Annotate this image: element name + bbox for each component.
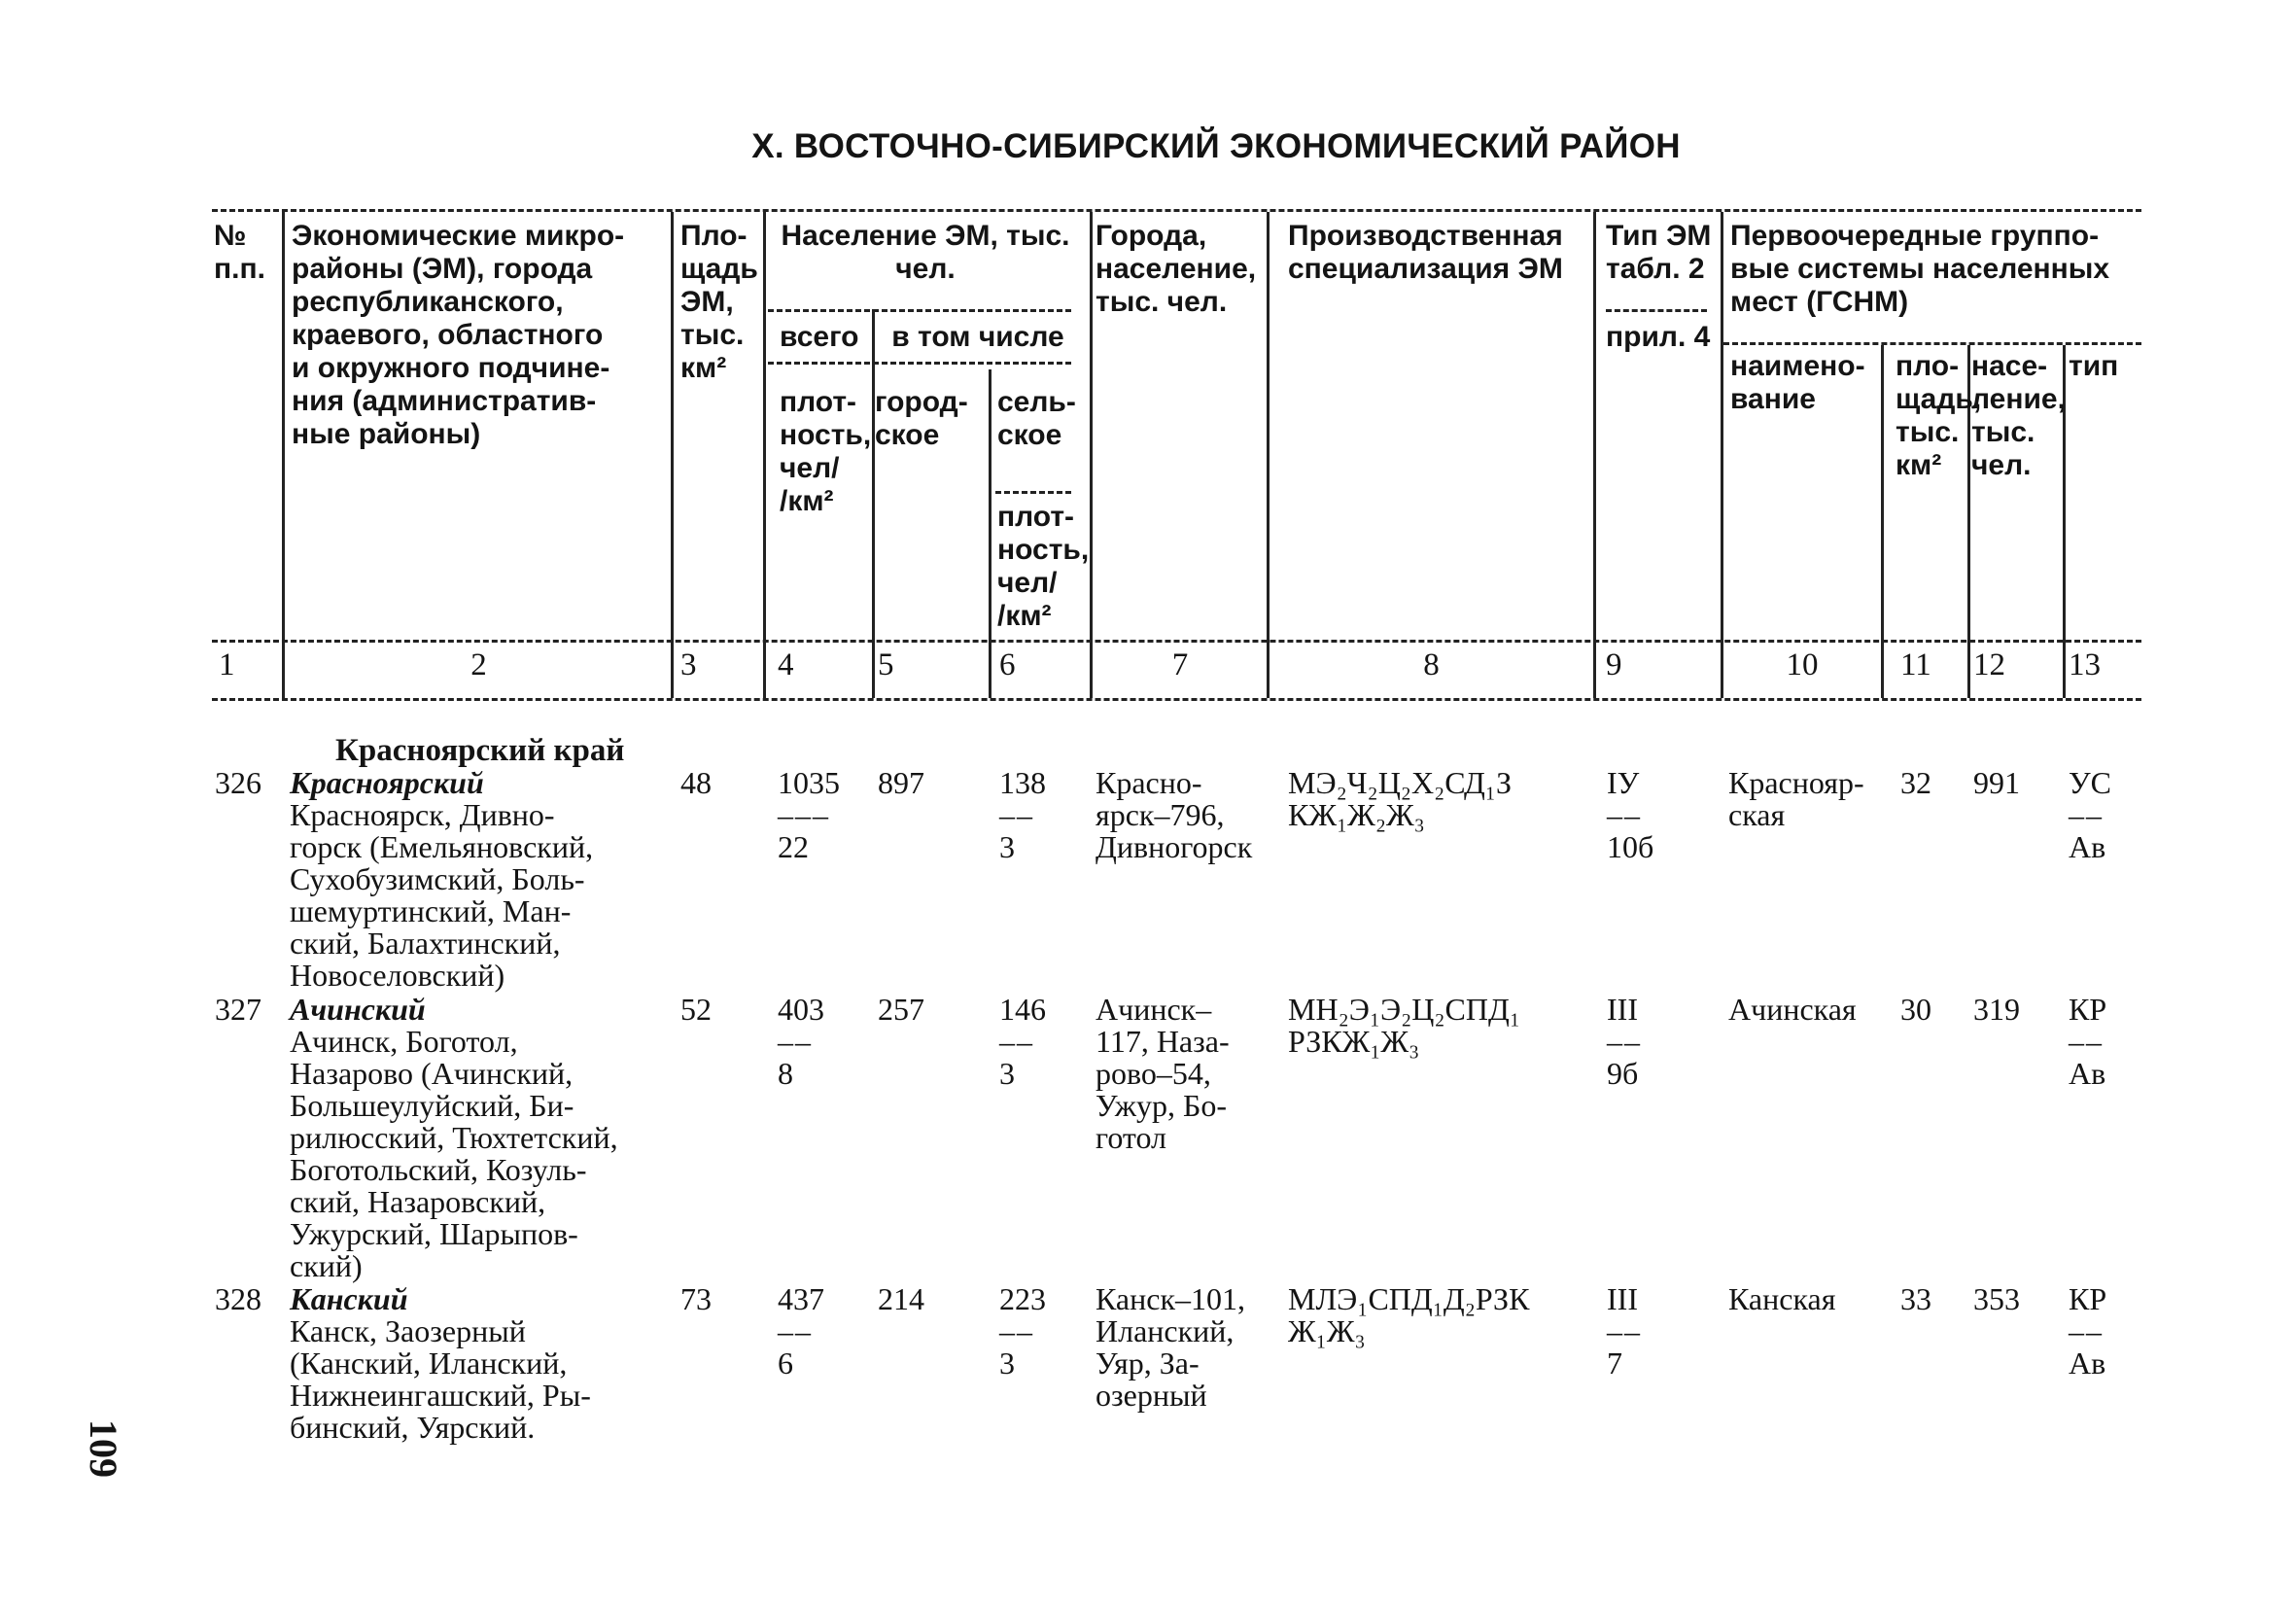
- row-326-total: [778, 767, 840, 863]
- incl-subgroup-rule: [768, 362, 1071, 365]
- row-328-gsnm-population: 353: [1973, 1281, 2020, 1316]
- column-numbers-rule: [212, 698, 2141, 701]
- fraction-rule: ––: [2069, 1313, 2104, 1348]
- row-328-type-sub-value: 7: [1607, 1346, 1622, 1381]
- row-327-rural-value: 146: [999, 992, 1046, 1027]
- fraction-rule: ––: [1607, 1313, 1642, 1348]
- colnum-4: 4: [778, 647, 794, 682]
- header-gsnm-type: тип: [2069, 350, 2119, 382]
- row-326-gsnm-type-sub-value: Ав: [2069, 829, 2106, 864]
- row-328-total: [778, 1283, 824, 1380]
- row-326-no: 326: [215, 765, 261, 800]
- row-328-urban: 214: [878, 1281, 924, 1316]
- col-sep-6: [1090, 212, 1093, 698]
- row-327-urban: 257: [878, 992, 924, 1027]
- row-326-gsnm-type-value: УС: [2069, 765, 2111, 800]
- header-gsnm-population: насе- ление, тыс. чел.: [1971, 350, 2066, 481]
- row-328-gsnm-type-value: КР: [2069, 1281, 2107, 1316]
- row-327-cities: Ачинск, Боготол, Назарово (Ачинский, Большеулуйский, Би- рилюсский, Тюхтетский, Боготольский, Козуль- ский, Назаровский, Ужурский, Шарыпов- ский): [290, 1024, 618, 1283]
- row-328-area: 73: [680, 1281, 712, 1316]
- row-328-em-name: Канский: [290, 1281, 408, 1316]
- col-sep-10: [1881, 345, 1884, 698]
- col-sep-8: [1593, 212, 1596, 698]
- header-incl: в том числе: [891, 321, 1064, 353]
- header-em-type: Тип ЭМ табл. 2: [1606, 220, 1712, 285]
- row-326-towns: Красно- ярск–796, Дивногорск: [1096, 765, 1253, 864]
- page-number: 109: [82, 1419, 125, 1478]
- page-title: X. ВОСТОЧНО-СИБИРСКИЙ ЭКОНОМИЧЕСКИЙ РАЙОН: [751, 127, 1681, 165]
- table-top-rule: [212, 209, 2141, 212]
- row-326-cities: Красноярск, Дивно- горск (Емельяновский, Сухобузимский, Боль- шемуртинский, Ман- ский, Балахтинский, Новоселовский): [290, 797, 594, 993]
- row-328-density-value: 6: [778, 1346, 793, 1381]
- colnum-13: 13: [2069, 647, 2101, 682]
- fraction-rule: ––: [2069, 1024, 2104, 1059]
- fraction-rule: ––: [999, 1313, 1034, 1348]
- row-327-gsnm-type: [2069, 994, 2106, 1090]
- header-towns: Города, население, тыс. чел.: [1096, 220, 1257, 318]
- row-326-type: [1607, 767, 1653, 863]
- row-326-em-name: Красноярский: [290, 765, 484, 800]
- row-327-total-value: 403: [778, 992, 824, 1027]
- row-327-no: 327: [215, 992, 261, 1027]
- header-total-density: плот- ность, чел/ /км²: [780, 386, 872, 517]
- row-326-gsnm-area: 32: [1900, 765, 1931, 800]
- header-em-name: Экономические микро- районы (ЭМ), города республиканского, краевого, областного и окружного подчине- ния (административ- ные районы): [292, 220, 625, 450]
- header-area: Пло- щадь ЭМ, тыс. км²: [680, 220, 758, 384]
- header-gsnm-area: пло- щадь, тыс. км²: [1896, 350, 1982, 481]
- row-328-towns: Канск–101, Иланский, Уяр, За- озерный: [1096, 1281, 1245, 1413]
- colnum-10: 10: [1786, 647, 1819, 682]
- row-327-density-value: 8: [778, 1056, 793, 1091]
- fraction-rule: ––: [2069, 797, 2104, 832]
- colnum-12: 12: [1973, 647, 2005, 682]
- region-heading: Красноярский край: [335, 733, 625, 768]
- col-sep-4: [872, 309, 875, 698]
- fraction-rule: ––: [1607, 797, 1642, 832]
- header-gsnm-group: Первоочередные группо- вые системы населенных мест (ГСНМ): [1730, 220, 2110, 318]
- row-327-gsnm-population: 319: [1973, 992, 2020, 1027]
- row-327-gsnm-name: Ачинская: [1728, 992, 1857, 1027]
- row-326-urban: 897: [878, 765, 924, 800]
- row-327-area: 52: [680, 992, 712, 1027]
- row-326-area: 48: [680, 765, 712, 800]
- header-total: всего: [780, 321, 859, 353]
- header-em-type-sub: прил. 4: [1606, 321, 1711, 353]
- row-327-gsnm-type-value: КР: [2069, 992, 2107, 1027]
- colnum-5: 5: [878, 647, 894, 682]
- header-urban: город- ское: [875, 386, 968, 451]
- row-327-em-name: Ачинский: [290, 992, 426, 1027]
- row-326-gsnm-type: [2069, 767, 2111, 863]
- row-328-total-value: 437: [778, 1281, 824, 1316]
- colnum-8: 8: [1423, 647, 1440, 682]
- fraction-rule: ––: [999, 797, 1034, 832]
- row-326-rural: [999, 767, 1046, 863]
- row-327-specialization: МН₂Э₁Э₂Ц₂СПД₁ РЗКЖ₁Ж₃: [1288, 992, 1520, 1059]
- row-327-rural-density-value: 3: [999, 1056, 1015, 1091]
- colnum-7: 7: [1171, 647, 1189, 682]
- col-sep-7: [1267, 212, 1270, 698]
- header-specialization: Производственная специализация ЭМ: [1288, 220, 1563, 285]
- colnum-11: 11: [1900, 647, 1931, 682]
- colnum-9: 9: [1606, 647, 1622, 682]
- fraction-rule: ––: [999, 1024, 1034, 1059]
- row-328-gsnm-name: Канская: [1728, 1281, 1836, 1316]
- header-bottom-rule: [212, 640, 2141, 643]
- row-328-rural-value: 223: [999, 1281, 1046, 1316]
- row-326-gsnm-name: Краснояр- ская: [1728, 765, 1864, 832]
- gsnm-subgroup-rule: [1723, 342, 2141, 345]
- fraction-rule: ––: [778, 1313, 813, 1348]
- row-327-type: [1607, 994, 1642, 1090]
- colnum-3: 3: [680, 647, 697, 682]
- row-326-type-sub-value: 10б: [1607, 829, 1654, 864]
- row-327-type-sub-value: 9б: [1607, 1056, 1639, 1091]
- row-327-type-value: III: [1607, 992, 1638, 1027]
- row-327-towns: Ачинск– 117, Наза- рово–54, Ужур, Бо- готол: [1096, 992, 1230, 1155]
- row-328-rural-density-value: 3: [999, 1346, 1015, 1381]
- colnum-1: 1: [219, 647, 235, 682]
- fraction-rule: ––: [778, 1024, 813, 1059]
- row-328-gsnm-type: [2069, 1283, 2106, 1380]
- rural-density-rule: [995, 491, 1071, 494]
- row-326-type-value: IУ: [1607, 765, 1640, 800]
- row-327-rural: [999, 994, 1046, 1090]
- row-328-specialization: МЛЭ₁СПД₁Д₂РЗК Ж₁Ж₃: [1288, 1281, 1530, 1348]
- row-326-rural-value: 138: [999, 765, 1046, 800]
- row-326-gsnm-population: 991: [1973, 765, 2020, 800]
- row-327-total: [778, 994, 824, 1090]
- row-327-gsnm-area: 30: [1900, 992, 1931, 1027]
- fraction-rule: ––: [1607, 1024, 1642, 1059]
- row-328-gsnm-type-sub-value: Ав: [2069, 1346, 2106, 1381]
- colnum-6: 6: [999, 647, 1016, 682]
- row-326-density-value: 22: [778, 829, 809, 864]
- header-rural: сель- ское: [997, 386, 1076, 451]
- row-328-type-value: III: [1607, 1281, 1638, 1316]
- row-328-type: [1607, 1283, 1642, 1380]
- row-328-cities: Канск, Заозерный (Канский, Иланский, Нижнеингашский, Ры- бинский, Уярский.: [290, 1313, 591, 1445]
- row-326-total-value: 1035: [778, 765, 840, 800]
- header-no: № п.п.: [214, 220, 265, 285]
- row-326-rural-density-value: 3: [999, 829, 1015, 864]
- header-gsnm-name: наимено- вание: [1730, 350, 1865, 415]
- row-327-gsnm-type-sub-value: Ав: [2069, 1056, 2106, 1091]
- col-sep-2: [671, 212, 674, 698]
- population-subgroup-rule: [768, 309, 1071, 312]
- colnum-2: 2: [470, 647, 487, 682]
- row-328-gsnm-area: 33: [1900, 1281, 1931, 1316]
- header-rural-density: плот- ность, чел/ /км²: [997, 501, 1090, 632]
- row-326-specialization: МЭ₂Ч₂Ц₂Х₂СД₁З КЖ₁Ж₂Ж₃: [1288, 765, 1512, 832]
- col-sep-5: [989, 369, 991, 698]
- col-sep-3: [763, 212, 766, 698]
- col-sep-1: [282, 212, 285, 698]
- fraction-rule: –––: [778, 797, 830, 832]
- header-population-group: Население ЭМ, тыс. чел.: [781, 220, 1070, 285]
- row-328-rural: [999, 1283, 1046, 1380]
- type-divider-rule: [1606, 309, 1707, 312]
- row-328-no: 328: [215, 1281, 261, 1316]
- col-sep-9: [1721, 212, 1723, 698]
